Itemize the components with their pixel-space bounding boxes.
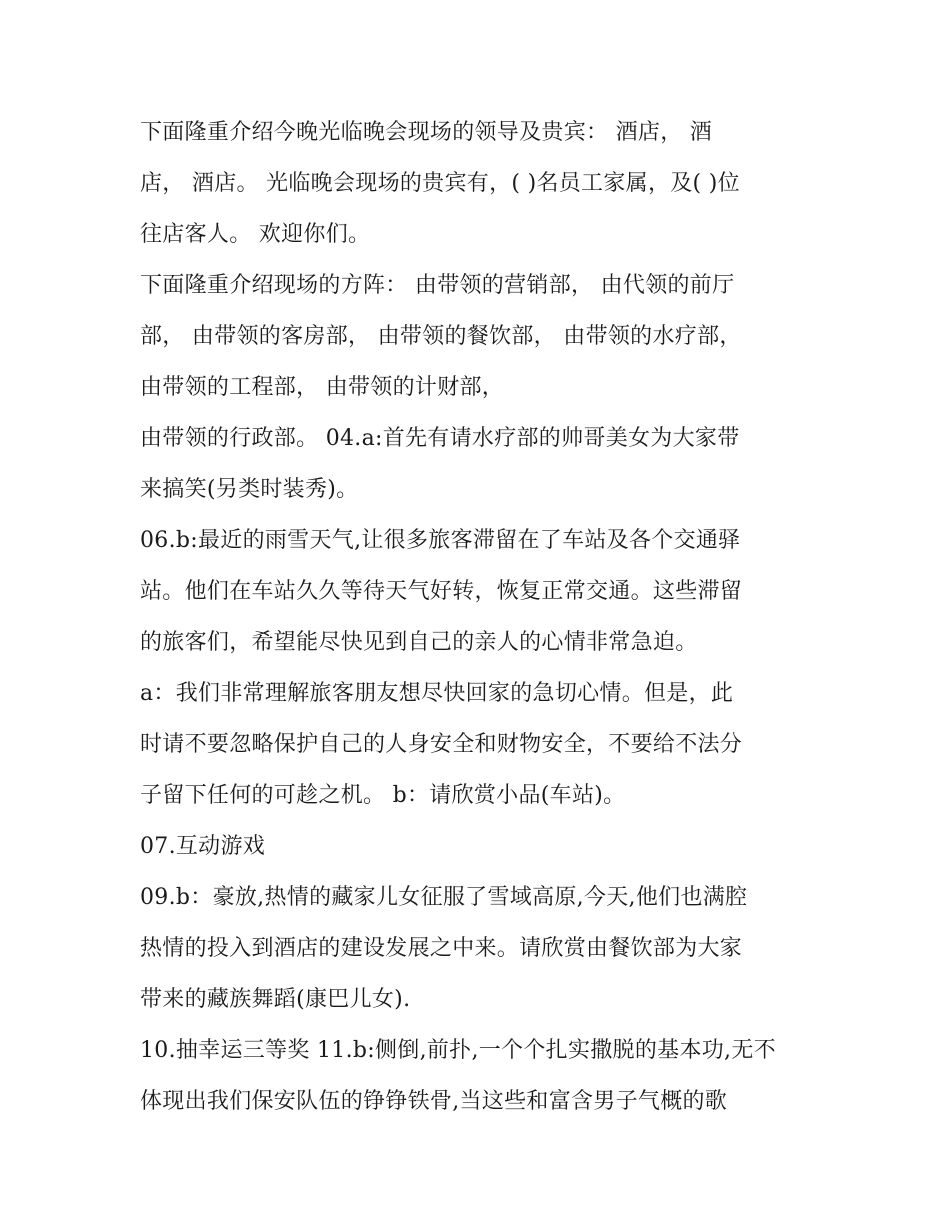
text-line: 站。他们在车站久久等待天气好转，恢复正常交通。这些滞留 bbox=[140, 579, 743, 604]
text-line: 店， 酒店。 光临晚会现场的贵宾有，( )名员工家属，及( )位 bbox=[140, 171, 740, 196]
text-line: 往店客人。 欢迎你们。 bbox=[140, 222, 371, 247]
text-line: 热情的投入到酒店的建设发展之中来。请欣赏由餐饮部为大家 bbox=[140, 936, 743, 961]
text-line: 体现出我们保安队伍的铮铮铁骨,当这些和富含男子气概的歌 bbox=[140, 1089, 728, 1114]
text-line: 来搞笑(另类时装秀)。 bbox=[140, 477, 359, 502]
text-line: 的旅客们，希望能尽快见到自己的亲人的心情非常急迫。 bbox=[140, 630, 698, 655]
document-body bbox=[140, 107, 810, 1127]
text-line: 带来的藏族舞蹈(康巴儿女). bbox=[140, 987, 411, 1012]
text-line: 时请不要忽略保护自己的人身安全和财物安全，不要给不法分 bbox=[140, 732, 743, 757]
text-line: a：我们非常理解旅客朋友想尽快回家的急切心情。但是，此 bbox=[140, 681, 734, 706]
text-line: 10.抽幸运三等奖 11.b:侧倒,前扑,一个个扎实撒脱的基本功,无不 bbox=[140, 1038, 776, 1063]
text-line: 下面隆重介绍现场的方阵： 由带领的营销部， 由代领的前厅 bbox=[140, 273, 735, 298]
text-line: 07.互动游戏 bbox=[140, 834, 266, 859]
text-line: 由带领的工程部， 由带领的计财部， bbox=[140, 375, 505, 400]
text-line: 部， 由带领的客房部， 由带领的餐饮部， 由带领的水疗部， bbox=[140, 324, 742, 349]
text-line: 06.b:最近的雨雪天气,让很多旅客滞留在了车站及各个交通驿 bbox=[140, 528, 741, 553]
text-line: 下面隆重介绍今晚光临晚会现场的领导及贵宾： 酒店， 酒 bbox=[140, 120, 713, 145]
text-line: 09.b：豪放,热情的藏家儿女征服了雪域高原,今天,他们也满腔 bbox=[140, 885, 748, 910]
text-line: 子留下任何的可趁之机。 b：请欣赏小品(车站)。 bbox=[140, 783, 626, 808]
text-line: 由带领的行政部。 04.a:首先有请水疗部的帅哥美女为大家带 bbox=[140, 426, 740, 451]
